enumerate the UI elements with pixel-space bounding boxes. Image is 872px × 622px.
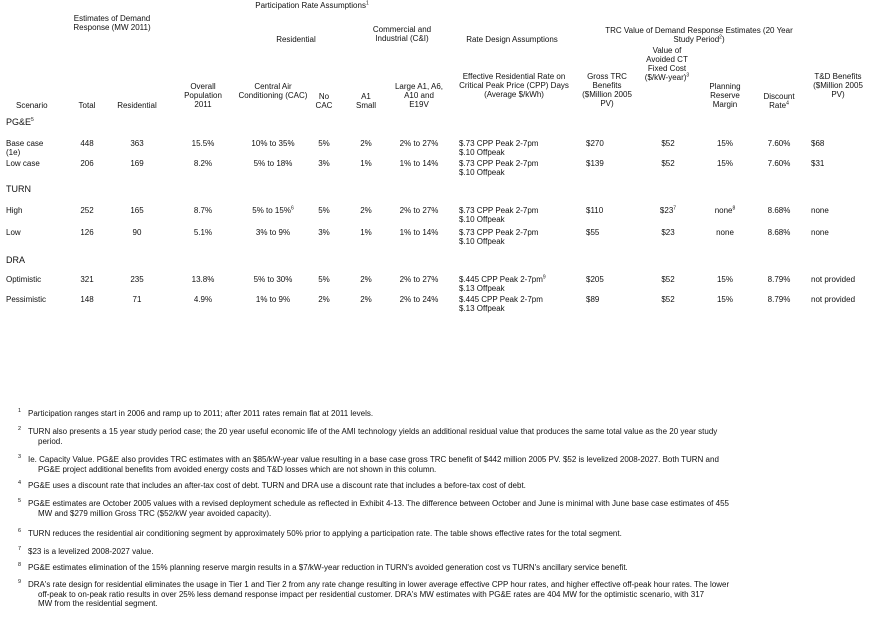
- scenario-cell: Low case: [6, 159, 40, 168]
- avoided-ct-cell: $52: [661, 159, 675, 168]
- scenario-cell: High: [6, 206, 23, 215]
- gross-trc-cell: $205: [586, 275, 604, 284]
- col-no-cac: No CAC: [315, 92, 333, 110]
- col-gross-trc: Gross TRC Benefits ($Million 2005 PV): [582, 72, 632, 108]
- a1-cell: 2%: [360, 295, 372, 304]
- scenario-cell: Base case (1e): [6, 139, 44, 157]
- large-cell: 2% to 27%: [399, 275, 439, 284]
- total-cell: 321: [80, 275, 94, 284]
- overall-cell: 8.2%: [193, 159, 213, 168]
- residential-cell: 363: [130, 139, 144, 148]
- discount-cell: 8.68%: [767, 206, 791, 215]
- cac-cell: 5% to 15%$^6$: [252, 205, 294, 215]
- a1-cell: 2%: [360, 275, 372, 284]
- col-large-ci: Large A1, A6, A10 and E19V: [394, 82, 444, 109]
- col-td-benefits: T&D Benefits ($Million 2005 PV): [813, 72, 863, 99]
- residential-cell: 169: [130, 159, 144, 168]
- residential-cell: 90: [132, 228, 142, 237]
- col-overall-population: Overall Population 2011: [184, 82, 222, 109]
- gross-trc-cell: $139: [586, 159, 604, 168]
- planning-cell: 15%: [716, 159, 733, 168]
- nocac-cell: 2%: [318, 295, 330, 304]
- residential-cell: 71: [132, 295, 142, 304]
- rate-peak-cell: $.73 CPP Peak 2-7pm: [459, 139, 539, 148]
- avoided-ct-cell: $52: [661, 139, 675, 148]
- rate-peak-cell: $.73 CPP Peak 2-7pm: [459, 206, 539, 215]
- overall-cell: 8.7%: [193, 206, 213, 215]
- large-cell: 1% to 14%: [399, 159, 439, 168]
- td-cell: $31: [811, 159, 825, 168]
- rate-design-title: Rate Design Assumptions: [466, 35, 558, 44]
- residential-group-title: Residential: [276, 35, 316, 44]
- trc-title: TRC Value of Demand Response Estimates (20 Year Study Period$^2$): [605, 26, 793, 44]
- total-cell: 448: [80, 139, 94, 148]
- nocac-cell: 5%: [318, 139, 330, 148]
- td-cell: none: [811, 206, 829, 215]
- footnote: 2 TURN also presents a 15 year study period case; the 20 year useful economic life of the AMI technology yields an additional residual value that produces the same total value as the 20 year study period.: [18, 426, 718, 446]
- rate-peak-cell: $.73 CPP Peak 2-7pm: [459, 228, 539, 237]
- group-label-pge: $PG\&E^5$: [6, 117, 34, 127]
- cac-cell: 3% to 9%: [255, 228, 291, 237]
- total-cell: 252: [80, 206, 94, 215]
- footnote: 5 PG&E estimates are October 2005 values with a revised deployment schedule as reflected in Exhibit 4-13. The difference between October and June is minimal with June base case estimates of 455 MW and $279 million Gross TRC ($52/kW year avoided capacity).: [18, 498, 729, 518]
- scenario-cell: Low: [6, 228, 21, 237]
- a1-cell: 2%: [360, 206, 372, 215]
- discount-cell: 7.60%: [767, 159, 791, 168]
- rate-peak-cell: $.445 CPP Peak 2-7pm: [459, 295, 543, 304]
- avoided-ct-cell: $52: [661, 275, 675, 284]
- footnote: 3 Ie. Capacity Value. PG&E also provides TRC estimates with an $85/kW-year value resulting in a base case gross TRC benefit of $442 million 2005 PV. $52 is levelized 2008-2027. Both TURN and PG&E project additional benefits from avoided energy costs and T&D losses which are not shown in this column.: [18, 454, 719, 474]
- col-effective-rate: Effective Residential Rate on Critical Peak Price (CPP) Days (Average $/kWh): [459, 72, 569, 99]
- rate-peak-cell: $.73 CPP Peak 2-7pm: [459, 159, 539, 168]
- residential-cell: 235: [130, 275, 144, 284]
- col-avoided-ct: Value of Avoided CT Fixed Cost ($/kW-year)$^3$: [644, 46, 690, 82]
- col-residential: Residential: [117, 101, 157, 110]
- scenario-cell: Optimistic: [6, 275, 42, 284]
- footnote: 1 Participation ranges start in 2006 and ramp up to 2011; after 2011 rates remain flat at 2011 levels.: [18, 408, 374, 418]
- planning-cell: 15%: [716, 295, 733, 304]
- discount-cell: 8.79%: [767, 295, 791, 304]
- large-cell: 2% to 27%: [399, 206, 439, 215]
- a1-cell: 1%: [360, 159, 372, 168]
- discount-cell: 7.60%: [767, 139, 791, 148]
- estimates-title: Estimates of Demand Response (MW 2011): [73, 14, 151, 32]
- nocac-cell: 5%: [318, 275, 330, 284]
- large-cell: 2% to 27%: [399, 139, 439, 148]
- rate-offpeak-cell: $.13 Offpeak: [459, 304, 505, 313]
- planning-cell: none$^8$: [714, 205, 736, 215]
- nocac-cell: 5%: [318, 206, 330, 215]
- group-label-turn: TURN: [6, 184, 31, 194]
- col-discount-rate: Discount Rate$^4$: [763, 92, 795, 110]
- overall-cell: 4.9%: [193, 295, 213, 304]
- cac-cell: 1% to 9%: [255, 295, 291, 304]
- avoided-ct-cell: $\$23^7$: [659, 205, 677, 215]
- rate-offpeak-cell: $.10 Offpeak: [459, 237, 505, 246]
- total-cell: 206: [80, 159, 94, 168]
- gross-trc-cell: $270: [586, 139, 604, 148]
- col-scenario: Scenario: [16, 101, 48, 110]
- cac-cell: 10% to 35%: [251, 139, 295, 148]
- td-cell: not provided: [811, 275, 856, 284]
- planning-cell: none: [716, 228, 734, 237]
- col-planning-reserve: Planning Reserve Margin: [709, 82, 741, 109]
- rate-offpeak-cell: $.10 Offpeak: [459, 168, 505, 177]
- cac-cell: 5% to 30%: [253, 275, 293, 284]
- footnote: 6 TURN reduces the residential air conditioning segment by approximately 50% prior to applying a participation rate. The table shows effective rates for the total segment.: [18, 528, 622, 538]
- cac-cell: 5% to 18%: [253, 159, 293, 168]
- col-a1-small: A1 Small: [355, 92, 376, 110]
- gross-trc-cell: $89: [586, 295, 600, 304]
- planning-cell: 15%: [716, 275, 733, 284]
- scenario-cell: Pessimistic: [6, 295, 47, 304]
- td-cell: not provided: [811, 295, 856, 304]
- col-central-air: Central Air Conditioning (CAC): [238, 82, 308, 100]
- rate-offpeak-cell: $.13 Offpeak: [459, 284, 505, 293]
- avoided-ct-cell: $52: [661, 295, 675, 304]
- total-cell: 126: [80, 228, 94, 237]
- participation-title: Participation Rate Assumptions$^1$: [255, 0, 369, 10]
- td-cell: $68: [811, 139, 825, 148]
- nocac-cell: 3%: [318, 159, 330, 168]
- discount-cell: 8.79%: [767, 275, 791, 284]
- large-cell: 2% to 24%: [399, 295, 439, 304]
- nocac-cell: 3%: [318, 228, 330, 237]
- a1-cell: 1%: [360, 228, 372, 237]
- overall-cell: 5.1%: [193, 228, 213, 237]
- planning-cell: 15%: [716, 139, 733, 148]
- overall-cell: 13.8%: [191, 275, 215, 284]
- overall-cell: 15.5%: [191, 139, 215, 148]
- total-cell: 148: [80, 295, 94, 304]
- group-label-dra: DRA: [6, 255, 26, 265]
- footnote: 9 DRA's rate design for residential eliminates the usage in Tier 1 and Tier 2 from any rate change resulting in lower average effective CPP hour rates, and higher effective off-peak hour rates. The lower off-peak to on-peak ratio results in over 25% less demand response impact per residential customer. DRA's MW estimates with PG&E rates are 404 MW for the optimistic scenario, with 317 MW from the residential segment.: [18, 579, 730, 608]
- footnote: 7 $23 is a levelized 2008-2027 value.: [18, 546, 154, 556]
- footnote: 4 PG&E uses a discount rate that includes an after-tax cost of debt. TURN and DRA use a discount rate that includes a before-tax cost of debt.: [18, 480, 526, 490]
- gross-trc-cell: $55: [586, 228, 600, 237]
- rate-offpeak-cell: $.10 Offpeak: [459, 215, 505, 224]
- a1-cell: 2%: [360, 139, 372, 148]
- residential-cell: 165: [130, 206, 144, 215]
- large-cell: 1% to 14%: [399, 228, 439, 237]
- gross-trc-cell: $110: [586, 206, 604, 215]
- ci-group-title: Commercial and Industrial (C&I): [372, 25, 432, 43]
- col-total: Total: [78, 101, 96, 110]
- avoided-ct-cell: $23: [661, 228, 675, 237]
- rate-peak-cell: $.445 CPP Peak $2-7pm^9$: [459, 274, 546, 284]
- td-cell: none: [811, 228, 829, 237]
- footnote: 8 PG&E estimates elimination of the 15% planning reserve margin results in a $7/kW-year reduction in TURN's avoided generation cost vs TURN's ancillary service benefit.: [18, 562, 628, 572]
- discount-cell: 8.68%: [767, 228, 791, 237]
- rate-offpeak-cell: $.10 Offpeak: [459, 148, 505, 157]
